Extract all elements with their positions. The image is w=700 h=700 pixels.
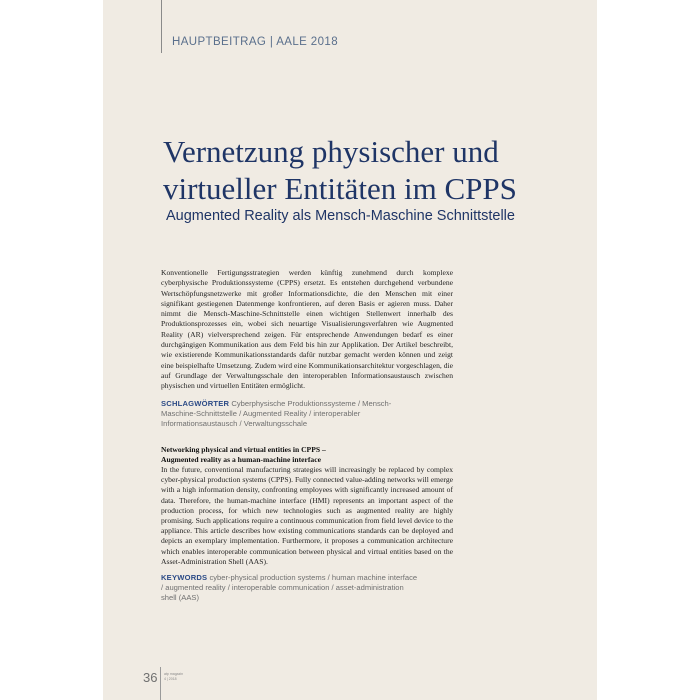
keywords-english-list: cyber-physical production systems / human machine interface / augmented reality / interoperable communication / asset-administration shell (AAS)	[161, 573, 418, 603]
keywords-english-label: KEYWORDS	[161, 573, 208, 582]
page	[103, 0, 597, 700]
article-title	[163, 133, 583, 207]
running-head: HAUPTBEITRAG | AALE 2018	[172, 36, 338, 48]
keywords-english	[161, 573, 421, 604]
article-subtitle: Augmented Reality als Mensch-Maschine Schnittstelle	[166, 208, 515, 224]
page-number: 36	[143, 670, 158, 685]
issue-line-2: 4 | 2018	[164, 676, 177, 681]
keywords-german	[161, 399, 421, 430]
issue-info	[164, 672, 183, 681]
english-title-line-1: Networking physical and virtual entities in CPPS –	[161, 445, 326, 454]
header-divider	[161, 0, 162, 53]
english-title	[161, 445, 453, 464]
abstract-english: In the future, conventional manufacturing strategies will increasingly be replaced by complex cyber-physical production systems (CPPS). Fully connected value-adding networks will emerge with a high information density, confronting employees with significantly increased amount of data. Therefore, the human-machine interface (HMI) represents an important aspect of the production process, for which new technologies such as augmented reality are highly promising. Such applications require a continuous communication from field level device to the appliance. This article describes how existing communications standards can be deployed and depicts an exemplary implementation. Furthermore, it proposes a communication architecture which enables interoperable communication between physical and virtual entities based on the Asset-Administration Shell (AAS).	[161, 465, 453, 566]
article-title-line-1: Vernetzung physischer und	[163, 134, 499, 169]
abstract-german: Konventionelle Fertigungsstrategien werden künftig zunehmend durch komplexe cyberphysische Produktionssysteme (CPPS) ersetzt. Es entstehen durchgehend verbundene Wertschöpfungsnetzwerke mit großer Informationsdichte, die den Menschen mit einer signifikant gestiegenen Datenmenge konfrontieren, auf deren Basis er agieren muss. Daher nimmt die Mensch-Maschine-Schnittstelle einen wichtigen Stellenwert innerhalb des Produktionsprozesses ein, wobei sich neuartige Visualisierungsverfahren wie Augmented Reality (AR) vielversprechend zeigen. Für entsprechende Anwendungen bedarf es einer durchgängigen Kommunikation aus dem Feld bis hin zur Applikation. Der Artikel beschreibt, wie existierende Kommunikationsstandards dafür nutzbar gemacht werden können und zeigt eine beispielhafte Umsetzung. Zudem wird eine Kommunikationsarchitektur vorgeschlagen, die auf Grundlage der Verwaltungsschale den interoperablen Informationsaustausch zwischen physischen und virtuellen Entitäten ermöglicht.	[161, 268, 453, 391]
english-title-line-2: Augmented reality as a human-machine interface	[161, 454, 321, 464]
keywords-german-label: SCHLAGWÖRTER	[161, 399, 230, 408]
article-title-line-2: virtueller Entitäten im CPPS	[163, 171, 517, 206]
footer-divider	[160, 667, 161, 700]
keywords-german-list: Cyberphysische Produktionssysteme / Mensch-Maschine-Schnittstelle / Augmented Reality / interoperabler Informationsaustausch / Verwaltungsschale	[161, 399, 392, 429]
issue-line-1: atp magazin	[164, 672, 184, 676]
